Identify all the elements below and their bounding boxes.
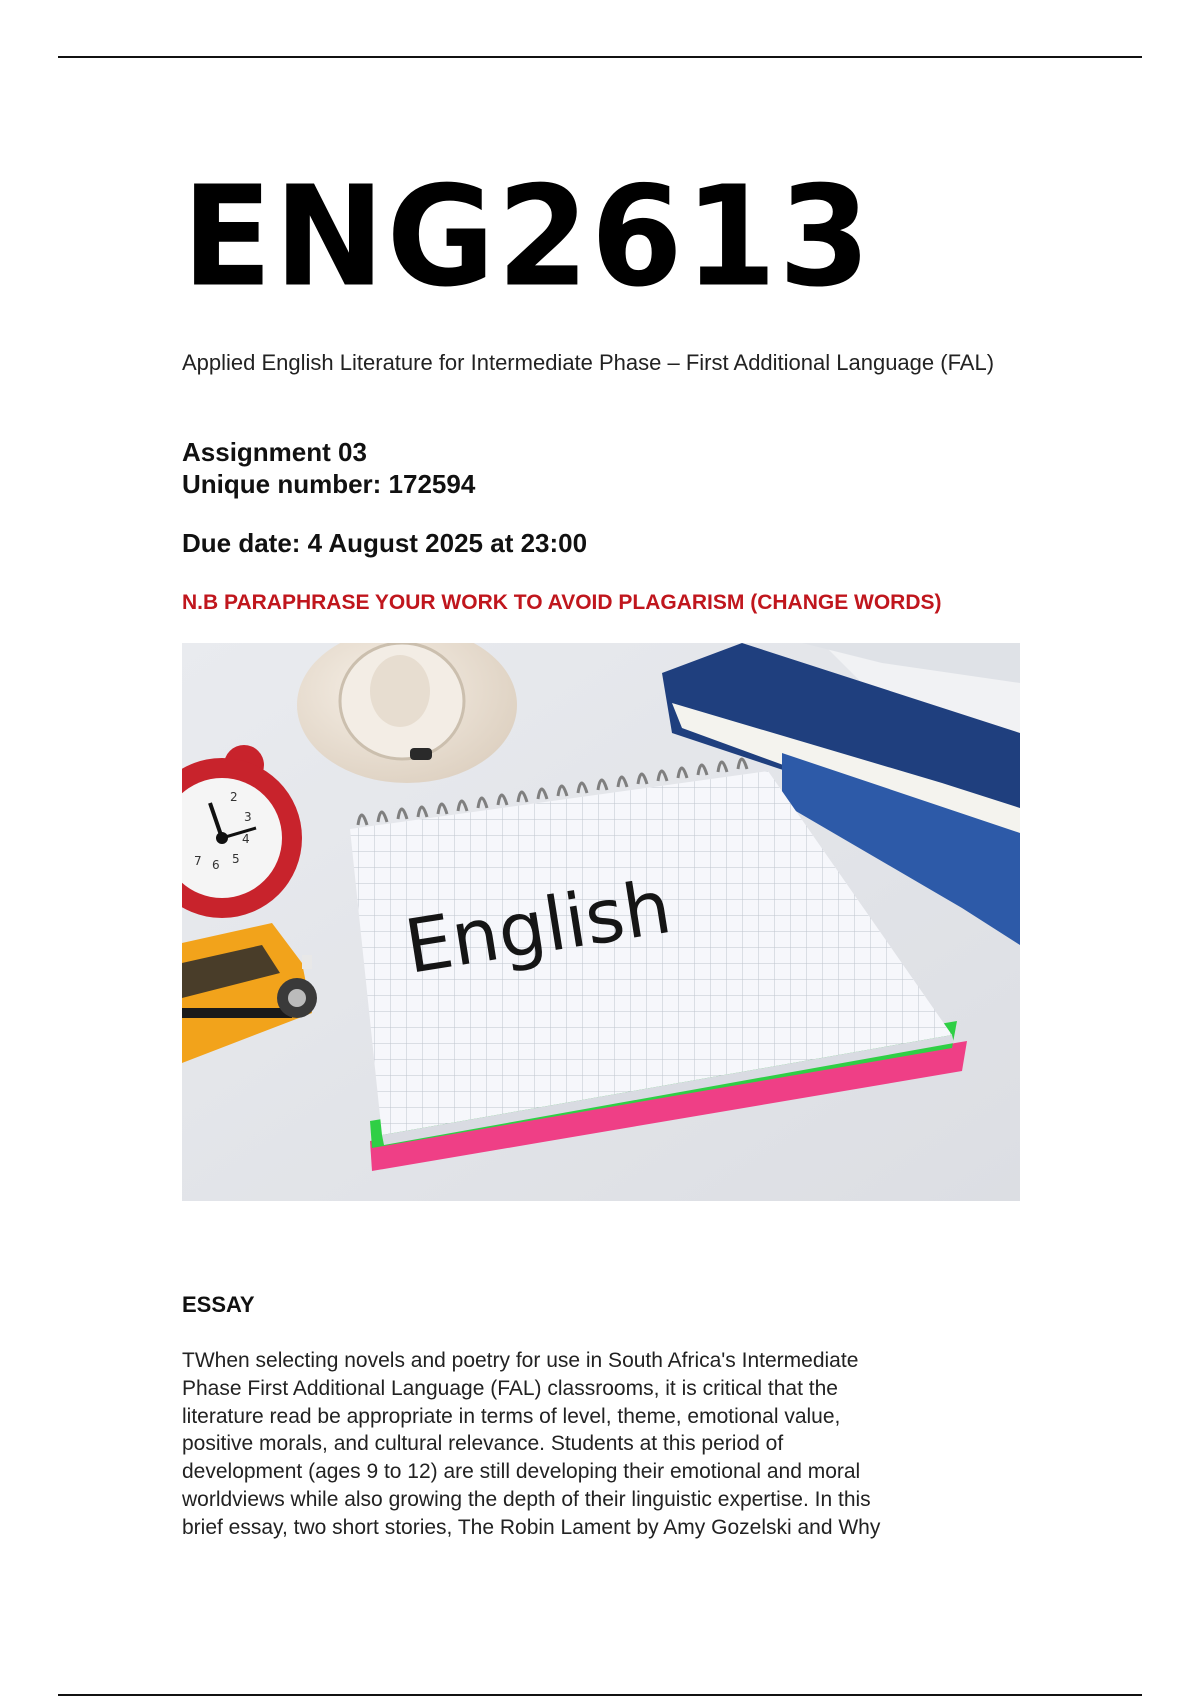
english-notebook-illustration — [182, 643, 1020, 1201]
top-rule — [58, 56, 1142, 58]
svg-text:7: 7 — [194, 854, 202, 868]
plagiarism-notice: N.B PARAPHRASE YOUR WORK TO AVOID PLAGARISM (CHANGE WORDS) — [182, 591, 942, 614]
svg-text:5: 5 — [232, 852, 240, 866]
svg-text:3: 3 — [244, 810, 252, 824]
svg-text:2: 2 — [230, 790, 238, 804]
assignment-block — [182, 436, 475, 500]
essay-body: TWhen selecting novels and poetry for use in South Africa's Intermediate Phase First Additional Language (FAL) classrooms, it is critical that the literature read be appropriate in terms of level, theme, emotional value, positive morals, and cultural relevance. Students at this period of development (ages 9 to 12) are still developing their emotional and moral worldviews while also growing the depth of their linguistic expertise. In this brief essay, two short stories, The Robin Lament by Amy Gozelski and Why — [182, 1349, 881, 1539]
essay-heading: ESSAY — [182, 1292, 255, 1317]
course-title: Applied English Literature for Intermediate Phase – First Additional Language (FAL) — [182, 350, 995, 375]
hero-image — [182, 643, 1020, 1201]
assignment-label: Assignment 03 — [182, 437, 367, 467]
notebook-handwriting: English — [399, 864, 677, 991]
bottom-rule — [58, 1694, 1142, 1696]
due-date: Due date: 4 August 2025 at 23:00 — [182, 528, 588, 558]
svg-text:6: 6 — [212, 858, 220, 872]
unique-number: Unique number: 172594 — [182, 469, 476, 499]
svg-text:4: 4 — [242, 832, 250, 846]
course-code: ENG2613 — [182, 156, 873, 319]
